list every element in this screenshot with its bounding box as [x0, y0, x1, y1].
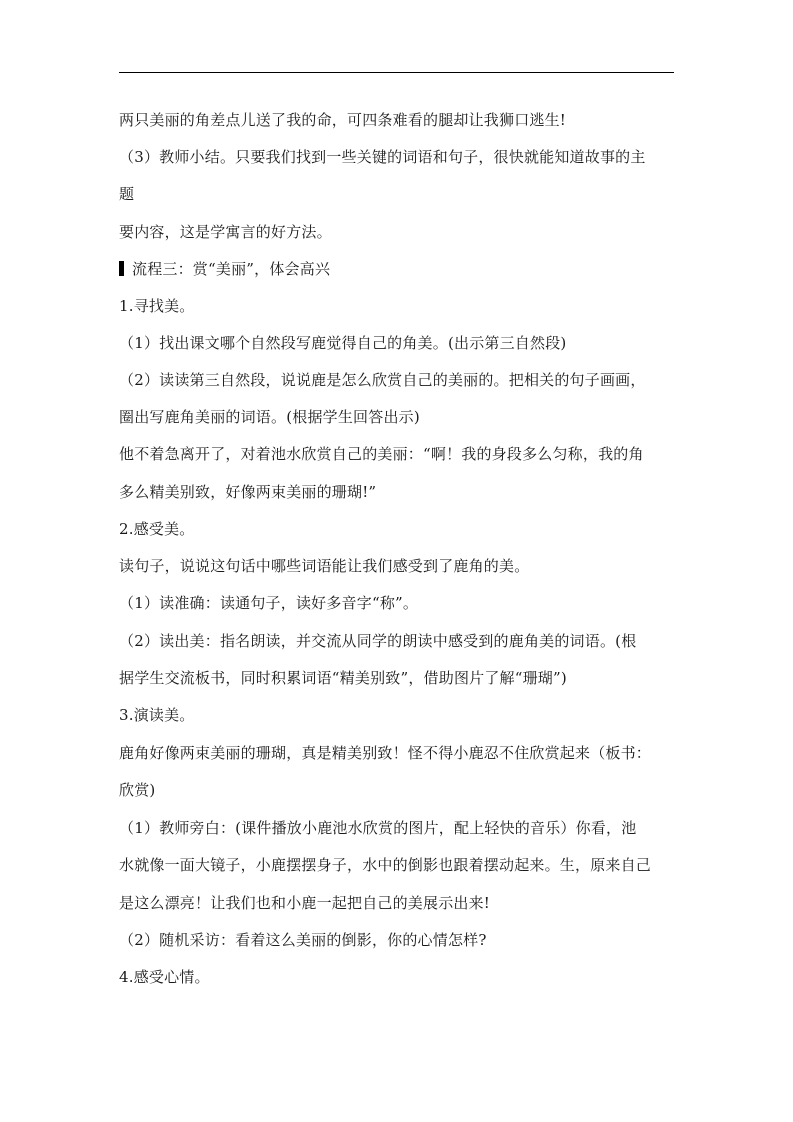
- text-line: 2.感受美。: [119, 520, 195, 538]
- text-line: 要内容，这是学寓言的好方法。: [119, 223, 332, 241]
- text-line: 鹿角好像两束美丽的珊瑚，真是精美别致！怪不得小鹿忍不住欣赏起来（板书：: [119, 744, 652, 762]
- text-line: （1）教师旁白：(课件播放小鹿池水欣赏的图片，配上轻快的音乐）你看，池: [119, 819, 637, 837]
- text-line: 1.寻找美。: [119, 297, 195, 315]
- text-line: 读句子，说说这句话中哪些词语能让我们感受到了鹿角的美。: [119, 557, 530, 575]
- text-line: （2）随机采访：看着这么美丽的倒影，你的心情怎样?: [119, 931, 487, 949]
- text-line: （2）读出美：指名朗读，并交流从同学的朗读中感受到的鹿角美的词语。(根: [119, 632, 637, 650]
- section-heading-text: 流程三：赏“美丽”，体会高兴: [132, 260, 331, 278]
- text-line: 题: [119, 185, 135, 203]
- text-line: 水就像一面大镜子，小鹿摆摆身子，水中的倒影也跟着摆动起来。生，原来自己: [119, 856, 652, 874]
- text-line: 是这么漂亮！让我们也和小鹿一起把自己的美展示出来!: [119, 894, 491, 912]
- text-line: （2）读读第三自然段，说说鹿是怎么欣赏自己的美丽的。把相关的句子画画，: [119, 371, 646, 389]
- text-line: 欣赏): [119, 781, 156, 799]
- text-line: （1）找出课文哪个自然段写鹿觉得自己的角美。(出示第三自然段): [119, 334, 567, 352]
- text-line: 他不着急离开了，对着池水欣赏自己的美丽：“啊！我的身段多么匀称，我的角: [119, 445, 644, 463]
- text-line: 3.演读美。: [119, 706, 195, 724]
- text-line: 据学生交流板书，同时积累词语“精美别致”，借助图片了解“珊瑚”): [119, 669, 567, 687]
- section-heading: [119, 259, 330, 279]
- text-line: 圈出写鹿角美丽的词语。(根据学生回答出示): [119, 408, 420, 426]
- header-rule: [119, 72, 674, 73]
- text-line: 多么精美别致，好像两束美丽的珊瑚!”: [119, 483, 377, 501]
- text-line: （3）教师小结。只要我们找到一些关键的词语和句子，很快就能知道故事的主: [119, 148, 646, 166]
- text-line: 两只美丽的角差点儿送了我的命，可四条难看的腿却让我狮口逃生!: [119, 111, 567, 129]
- heading-marker-icon: [119, 261, 124, 276]
- text-line: （1）读准确：读通句子，读好多音字“称”。: [119, 594, 419, 612]
- text-line: 4.感受心情。: [119, 968, 210, 986]
